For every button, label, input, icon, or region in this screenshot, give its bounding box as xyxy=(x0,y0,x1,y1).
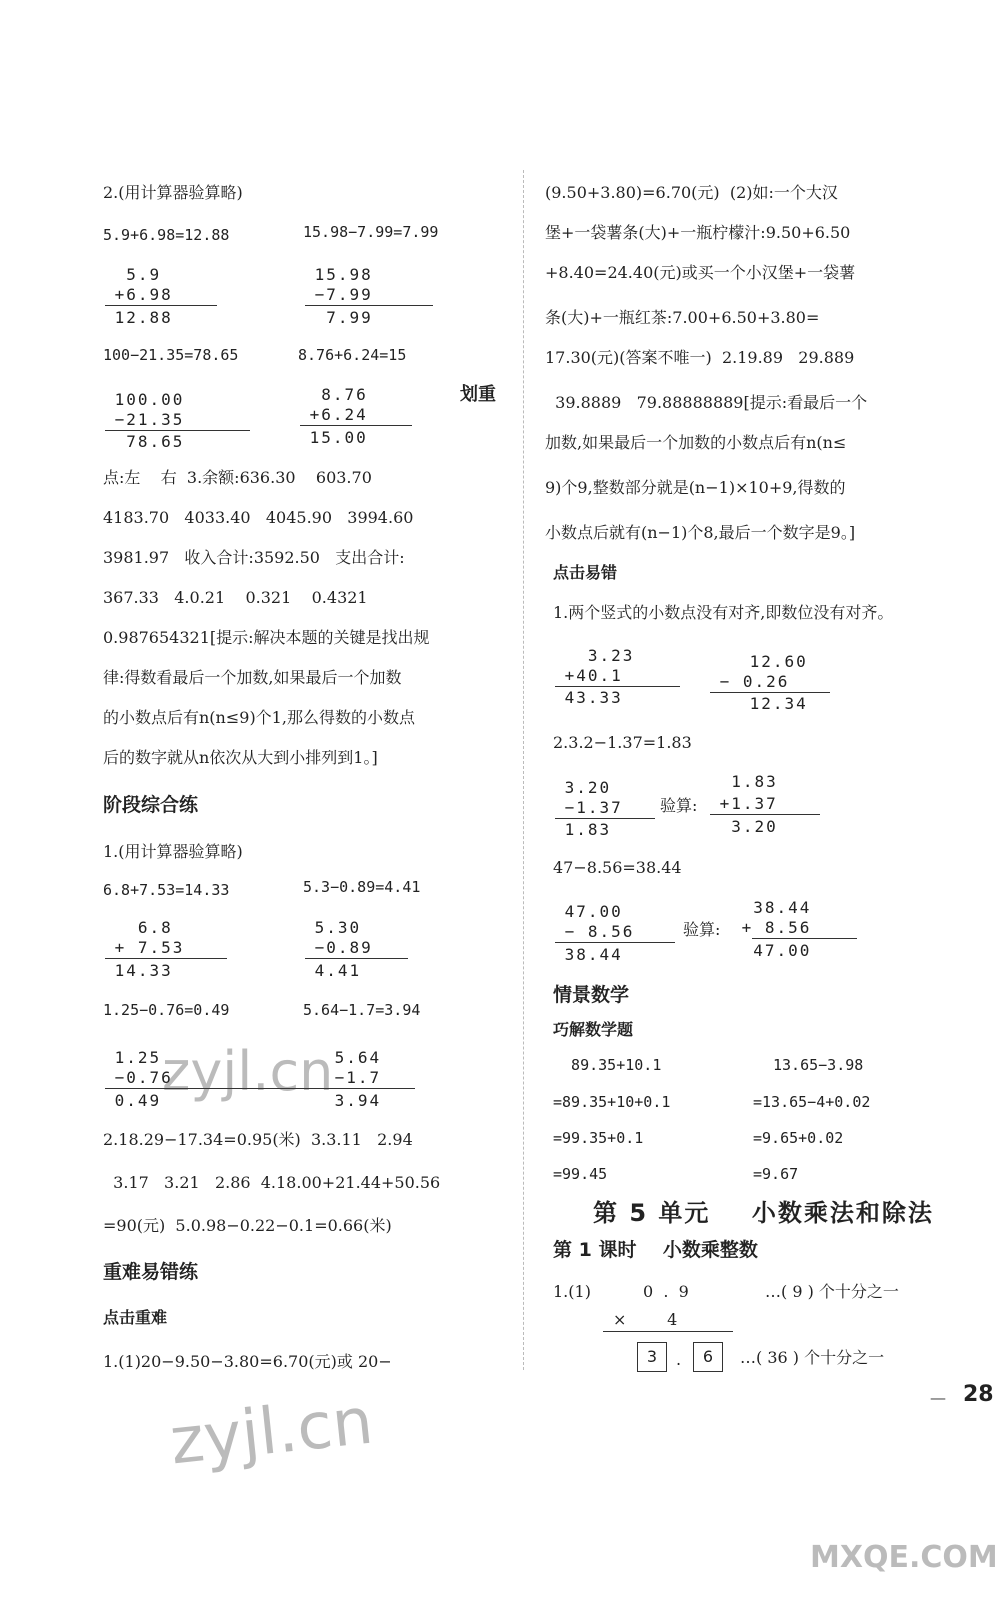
check-label: 验算: xyxy=(660,796,698,815)
text-line: 1.(1)20−9.50−3.80=6.70(元)或 20− xyxy=(103,1352,392,1371)
subsection-heading: 巧解数学题 xyxy=(553,1020,634,1039)
eq-text: 5.3−0.89=4.41 xyxy=(303,878,421,896)
eq-text: 8.76+6.24=15 xyxy=(298,346,407,364)
calc-line: =89.35+10+0.1 xyxy=(553,1093,671,1111)
column-divider xyxy=(523,170,524,1370)
text-line: 9)个9,整数部分就是(n−1)×10+9,得数的 xyxy=(545,478,846,497)
check-label: 验算: xyxy=(683,920,721,939)
eq-text: 5.64−1.7=3.94 xyxy=(303,1001,421,1019)
text-line: 律:得数看最后一个加数,如果最后一个加数 xyxy=(103,668,402,687)
text-line: 17.30(元)(答案不唯一) 2.19.89 29.889 xyxy=(545,348,855,367)
decimal-point: . xyxy=(676,1350,682,1369)
eq-text: 1.25−0.76=0.49 xyxy=(103,1001,230,1019)
eq-text: 6.8+7.53=14.33 xyxy=(103,881,230,899)
answer-box: 6 xyxy=(693,1342,723,1372)
eq-text: 15.98−7.99=7.99 xyxy=(303,223,439,241)
subsection-heading: 点击重难 xyxy=(103,1308,168,1327)
text-line: 3981.97 收入合计:3592.50 支出合计: xyxy=(103,548,405,567)
text-line: 0.987654321[提示:解决本题的关键是找出规 xyxy=(103,628,430,647)
text-line: (9.50+3.80)=6.70(元) (2)如:一个大汉 xyxy=(545,183,838,202)
calc-line: =13.65−4+0.02 xyxy=(753,1093,871,1111)
text-line: =90(元) 5.0.98−0.22−0.1=0.66(米) xyxy=(103,1216,392,1235)
note-line: …( 36 ) 个十分之一 xyxy=(740,1348,885,1367)
text-line: 4183.70 4033.40 4045.90 3994.60 xyxy=(103,508,414,527)
note-line: …( 9 ) 个十分之一 xyxy=(765,1282,899,1301)
watermark: zyjl.cn xyxy=(166,1384,377,1480)
text-line: +8.40=24.40(元)或买一个小汉堡+一袋薯 xyxy=(545,263,856,282)
calc-line: =99.45 xyxy=(553,1165,608,1183)
key-point-label: 划重 xyxy=(460,384,496,405)
calc-line: =9.65+0.02 xyxy=(753,1129,844,1147)
section-heading: 阶段综合练 xyxy=(103,794,199,816)
mult-top: 0 . 9 xyxy=(643,1282,689,1301)
text-line: 2.3.2−1.37=1.83 xyxy=(553,733,692,752)
calc-line: 89.35+10.1 xyxy=(553,1056,662,1074)
text-line: 2.18.29−17.34=0.95(米) 3.3.11 2.94 xyxy=(103,1130,413,1149)
section-heading: 重难易错练 xyxy=(103,1261,199,1283)
text-line: 后的数字就从n依次从大到小排列到1。] xyxy=(103,748,378,767)
q1-label: 1.(1) xyxy=(553,1282,591,1301)
subsection-heading: 点击易错 xyxy=(553,563,618,582)
text-line: 1.两个竖式的小数点没有对齐,即数位没有对齐。 xyxy=(553,603,894,622)
page-number: 28 xyxy=(963,1382,994,1407)
text-line: 小数点后就有(n−1)个8,最后一个数字是9。] xyxy=(545,523,856,542)
eq-text: 5.9+6.98=12.88 xyxy=(103,226,230,244)
text-line: 点:左 右 3.余额:636.30 603.70 xyxy=(103,468,372,487)
text-line: 39.8889 79.88888889[提示:看最后一个 xyxy=(545,393,868,412)
watermark: MXQE.COM xyxy=(810,1540,998,1575)
text-line: 47−8.56=38.44 xyxy=(553,858,682,877)
text-line: 堡+一袋薯条(大)+一瓶柠檬汁:9.50+6.50 xyxy=(545,223,851,242)
q2-heading: 2.(用计算器验算略) xyxy=(103,183,243,202)
answer-box: 3 xyxy=(637,1342,667,1372)
calc-line: =99.35+0.1 xyxy=(553,1129,644,1147)
eq-text: 100−21.35=78.65 xyxy=(103,346,239,364)
watermark: zyjl.cn xyxy=(162,1040,334,1103)
calc-line: =9.67 xyxy=(753,1165,799,1183)
text-line: 3.17 3.21 2.86 4.18.00+21.44+50.56 xyxy=(103,1173,441,1192)
text-line: 367.33 4.0.21 0.321 0.4321 xyxy=(103,588,368,607)
page-dash: — xyxy=(930,1388,946,1407)
text-line: 的小数点后有n(n≤9)个1,那么得数的小数点 xyxy=(103,708,415,727)
lesson-title: 第 1 课时 小数乘整数 xyxy=(553,1239,758,1261)
section-heading: 情景数学 xyxy=(553,984,630,1006)
calc-line: 13.65−3.98 xyxy=(773,1056,864,1074)
unit-title: 第 5 单元 小数乘法和除法 xyxy=(593,1199,934,1227)
mult-bottom: × 4 xyxy=(613,1310,678,1329)
text-line: 条(大)+一瓶红茶:7.00+6.50+3.80= xyxy=(545,308,820,327)
q1-heading: 1.(用计算器验算略) xyxy=(103,842,243,861)
text-line: 加数,如果最后一个加数的小数点后有n(n≤ xyxy=(545,433,847,452)
